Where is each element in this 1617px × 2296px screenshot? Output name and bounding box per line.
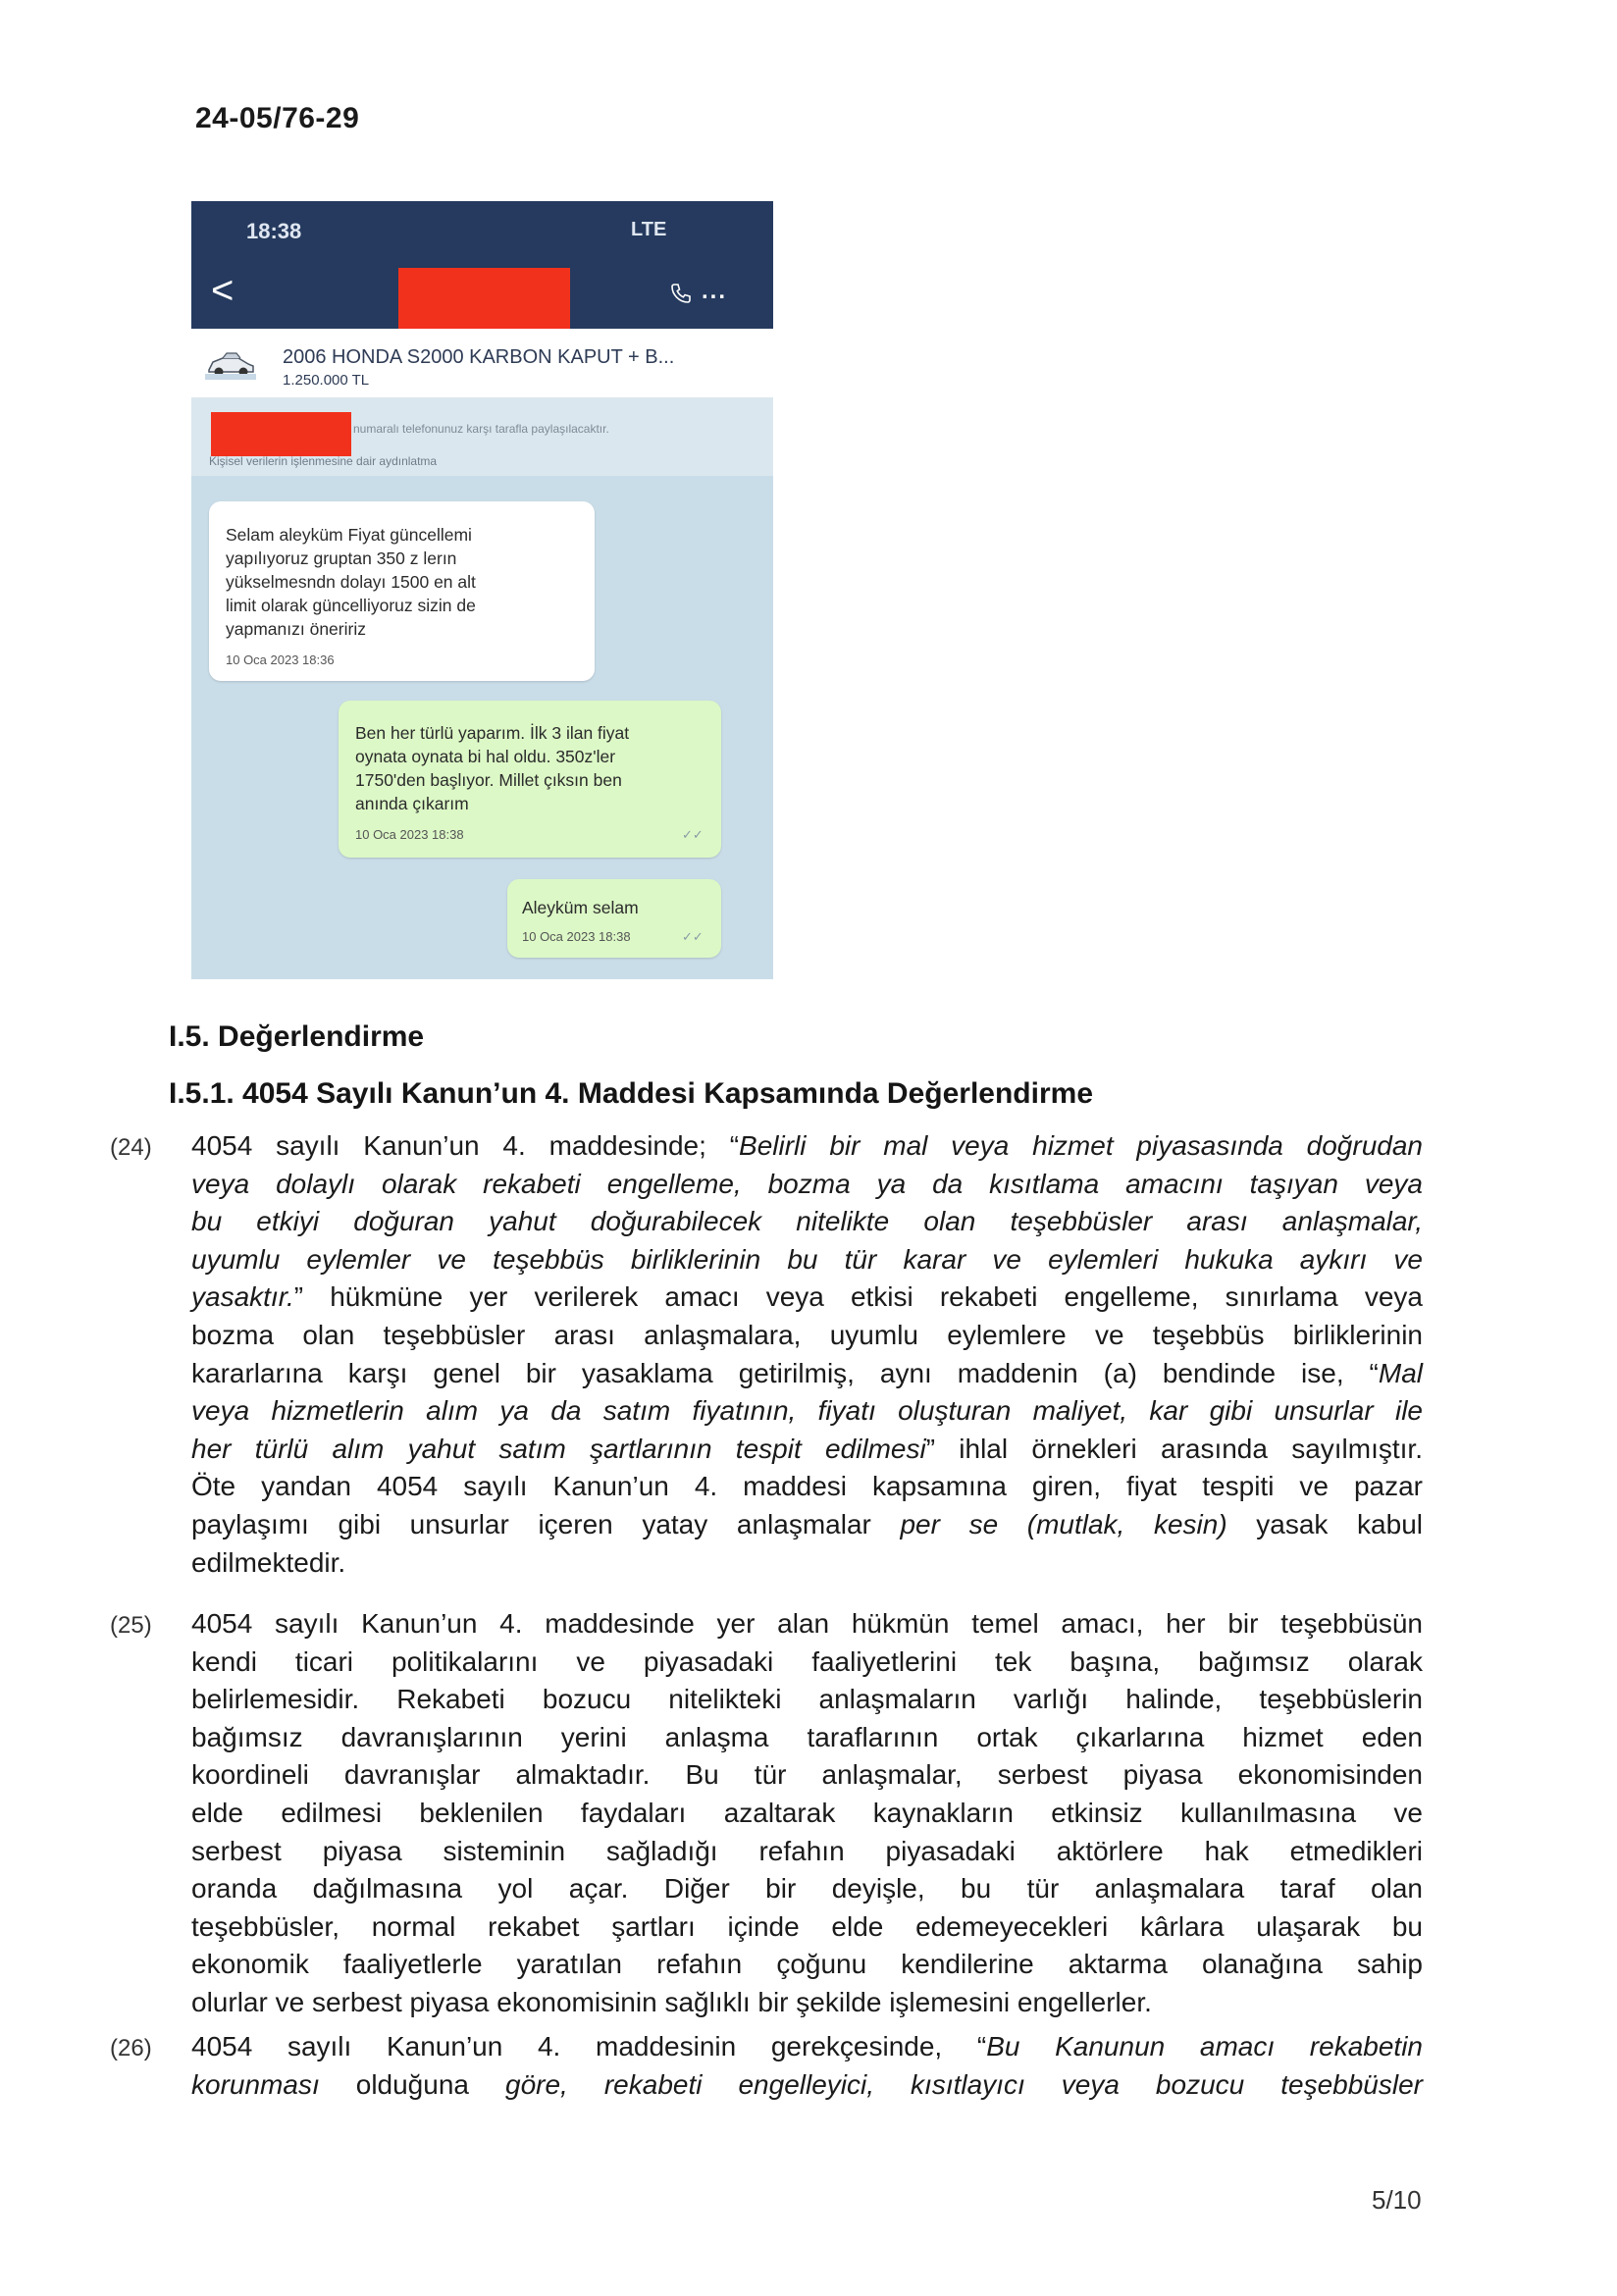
text-line: oranda dağılmasına yol açar. Diğer bir deyişle, bu tür anlaşmalara taraf olan [191, 1873, 1423, 1905]
listing-title: 2006 HONDA S2000 KARBON KAPUT + B... [283, 346, 675, 368]
paragraph-number: (24) [110, 1134, 152, 1161]
listing-card [191, 329, 773, 397]
paragraph-number: (26) [110, 2035, 152, 2061]
text-line: serbest piyasa sisteminin sağladığı refahın piyasadaki aktörlere hak etmedikleri [191, 1835, 1423, 1866]
text-line: yasaktır.” hükmüne yer verilerek amacı veya etkisi rekabeti engelleme, sınırlama veya [191, 1281, 1423, 1313]
message-text: Aleyküm selam [522, 898, 639, 917]
text-line: 4054 sayılı Kanun’un 4. maddesinin gerekçesinde, “Bu Kanunun amacı rekabetin [191, 2031, 1423, 2061]
text-line: Öte yandan 4054 sayılı Kanun’un 4. maddesi kapsamına giren, fiyat tespiti ve pazar [191, 1471, 1423, 1502]
paragraph-number: (25) [110, 1612, 152, 1639]
notice-link: Kişisel verilerin işlenmesine dair aydınlatma [209, 454, 438, 468]
subsection-heading: I.5.1. 4054 Sayılı Kanun’un 4. Maddesi Kapsamında Değerlendirme [169, 1077, 1093, 1110]
text-line: bozma olan teşebbüsler arası anlaşmalara, uyumlu eylemlere ve teşebbüs birliklerinin [191, 1319, 1423, 1350]
text-line: kararlarına karşı genel bir yasaklama getirilmiş, aynı maddenin (a) bendinde ise, “Mal [191, 1357, 1423, 1388]
page-number: 5/10 [1372, 2185, 1422, 2215]
message-text: Selam aleyküm Fiyat güncellemi yapılıyoruz gruptan 350 z lerın yükselmesndn dolayı 1500 en alt limit olarak güncelliyoruz sizin de yapmanızı öneririz [226, 525, 476, 639]
message-time: 10 Oca 2023 18:36 [226, 652, 335, 667]
paragraph [191, 1127, 1423, 1582]
message-time: 10 Oca 2023 18:38 [355, 827, 464, 842]
chat-screenshot [191, 201, 773, 979]
outgoing-message [507, 879, 721, 958]
car-thumbnail-icon [205, 342, 256, 382]
text-line: olurlar ve serbest piyasa ekonomisinin sağlıklı bir şekilde işlemesini engellerler. [191, 1986, 1152, 2017]
text-line: bu etkiyi doğuran yahut doğurabilecek nitelikte olan teşebbüsler arası anlaşmalar, [191, 1206, 1423, 1237]
text-line: edilmektedir. [191, 1546, 346, 1578]
text-line: belirlemesidir. Rekabeti bozucu nitelikteki anlaşmaların varlığı halinde, teşebbüslerin [191, 1684, 1423, 1715]
text-line: 4054 sayılı Kanun’un 4. maddesinde; “Belirli bir mal veya hizmet piyasasında doğrudan [191, 1130, 1423, 1161]
text-line: veya hizmetlerin alım ya da satım fiyatının, fiyatı oluşturan maliyet, kar gibi unsurlar ile [191, 1395, 1423, 1427]
text-line: 4054 sayılı Kanun’un 4. maddesinde yer alan hükmün temel amacı, her bir teşebbüsün [191, 1608, 1423, 1639]
section-heading: I.5. Değerlendirme [169, 1020, 425, 1053]
read-ticks-icon: ✓✓ [682, 827, 704, 842]
notice-text: numaralı telefonunuz karşı tarafla paylaşılacaktır. [353, 422, 609, 436]
paragraph [191, 1605, 1423, 2022]
phone-icon [669, 282, 693, 305]
text-line: her türlü alım yahut satım şartlarının tespit edilmesi” ihlal örnekleri arasında sayılmıştır. [191, 1433, 1423, 1464]
status-signal: LTE [631, 219, 667, 240]
text-line: teşebbüsler, normal rekabet şartları içinde elde edemeyecekleri kârlara ulaşarak bu [191, 1910, 1423, 1942]
text-line: koordineli davranışlar almaktadır. Bu tür anlaşmalar, serbest piyasa ekonomisinden [191, 1759, 1423, 1791]
back-arrow-icon: < [211, 269, 235, 312]
text-line: korunması olduğuna göre, rekabeti engelleyici, kısıtlayıcı veya bozucu teşebbüsler [191, 2068, 1423, 2100]
text-line: bağımsız davranışlarının yerini anlaşma taraflarının ortak çıkarlarına hizmet eden [191, 1721, 1423, 1752]
redaction-block [211, 412, 351, 456]
status-time: 18:38 [246, 219, 302, 243]
paragraph [191, 2028, 1423, 2104]
message-time: 10 Oca 2023 18:38 [522, 929, 631, 944]
text-line: ekonomik faaliyetlerle yaratılan refahın çoğunu kendilerine aktarma olanağına sahip [191, 1949, 1423, 1980]
outgoing-message [339, 701, 721, 858]
more-options-icon: ... [702, 278, 728, 304]
incoming-message [209, 501, 595, 681]
text-line: kendi ticari politikalarını ve piyasadaki faaliyetlerini tek başına, bağımsız olarak [191, 1645, 1423, 1677]
listing-price: 1.250.000 TL [283, 372, 370, 389]
text-line: elde edilmesi beklenilen faydaları azaltarak kaynakların etkinsiz kullanılmasına ve [191, 1797, 1423, 1828]
document-id: 24-05/76-29 [195, 102, 360, 134]
text-line: veya dolaylı olarak rekabeti engelleme, bozma ya da kısıtlama amacını taşıyan veya [191, 1168, 1423, 1199]
message-text: Ben her türlü yaparım. İlk 3 ilan fiyat oynata oynata bi hal oldu. 350z'ler 1750'den başlıyor. Millet çıksın ben anında çıkarım [355, 723, 630, 813]
read-ticks-icon: ✓✓ [682, 929, 704, 944]
text-line: uyumlu eylemler ve teşebbüs birliklerinin bu tür karar ve eylemleri hukuka aykırı ve [191, 1243, 1423, 1275]
text-line: paylaşımı gibi unsurlar içeren yatay anlaşmalar per se (mutlak, kesin) yasak kabul [191, 1508, 1423, 1539]
